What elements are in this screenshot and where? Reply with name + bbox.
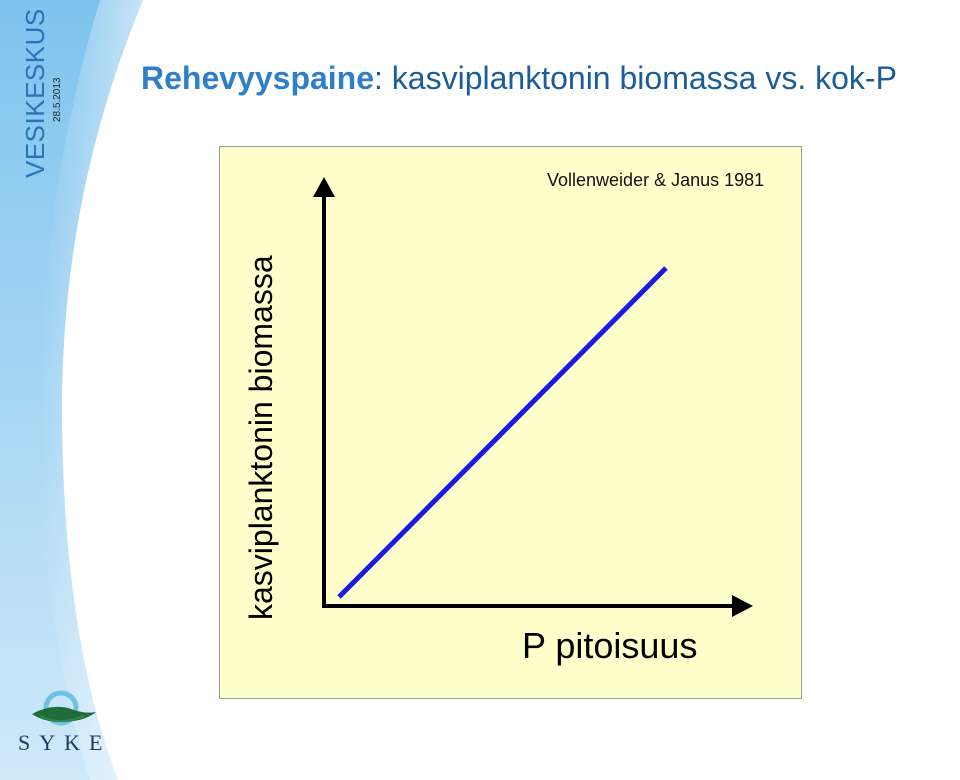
title-rest: : kasviplanktonin biomassa vs. kok-P bbox=[374, 60, 897, 96]
logo-text: SYKE bbox=[18, 730, 112, 755]
relationship-line bbox=[339, 268, 666, 597]
title-lead: Rehevyyspaine bbox=[141, 60, 375, 96]
slide-title bbox=[141, 58, 897, 98]
x-axis-label: P pitoisuus bbox=[522, 625, 698, 666]
y-axis-label: kasviplanktonin biomassa bbox=[243, 255, 279, 620]
diagram-canvas bbox=[220, 147, 801, 698]
diagram-panel bbox=[219, 146, 802, 699]
slide-date: 28.5.2013 bbox=[52, 77, 63, 122]
x-axis-arrow-icon bbox=[732, 595, 753, 617]
source-citation: Vollenweider & Janus 1981 bbox=[547, 170, 765, 190]
y-axis-arrow-icon bbox=[313, 177, 335, 197]
brand-name: VESIKESKUS bbox=[20, 8, 50, 178]
